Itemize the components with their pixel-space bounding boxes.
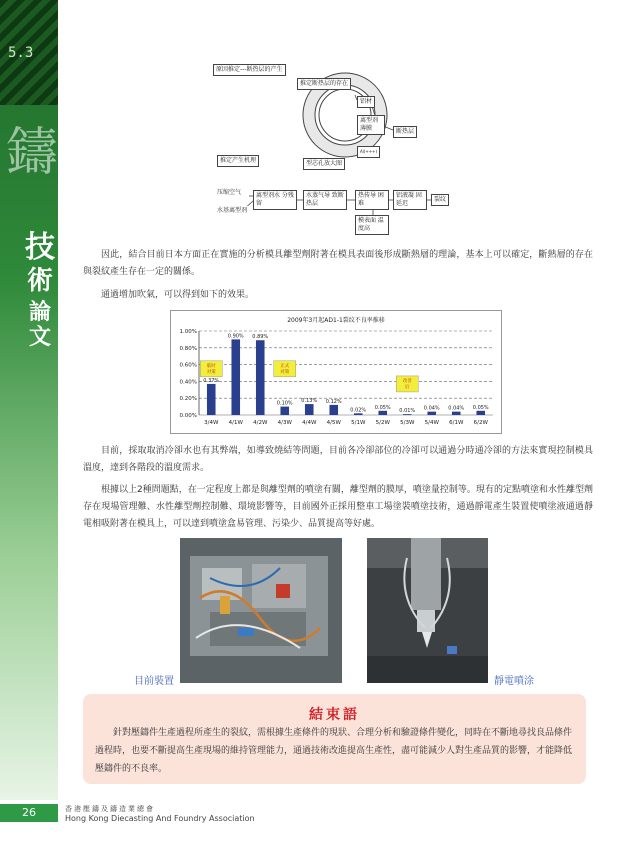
diagram-thermal-layer-box: 断热层 (393, 126, 417, 138)
x-tick-label: 4/1W (228, 420, 243, 426)
diagram-release-film-box: 离型剂 薄膜 (357, 115, 385, 135)
flow-input-air: 压缩空气 (217, 189, 242, 196)
x-tick-label: 3/4W (204, 420, 219, 426)
cause-diagram (205, 60, 470, 240)
section-title-char-3: 論 (28, 299, 51, 325)
section-title-char-1: 技 (25, 230, 55, 265)
bar-data-label: 0.04% (423, 405, 440, 412)
sidebar-band (0, 0, 58, 800)
diagram-aluminum-box: 铝材 (357, 96, 375, 108)
chart-annotation-text: 临时 (206, 363, 216, 369)
bar-data-label: 0.05% (374, 404, 391, 411)
bar-data-label: 0.13% (301, 398, 318, 405)
x-tick-label: 6/2W (473, 420, 488, 426)
bar-data-label: 0.89% (252, 334, 269, 341)
chart-bar (231, 339, 240, 415)
conclusion-box (83, 694, 586, 784)
flow-step-2: 水蒸气导 致断热层 (303, 190, 347, 210)
x-tick-label: 5/2W (375, 420, 390, 426)
diagram-existence-box: 推定断热层的存在 (297, 78, 351, 90)
defect-rate-chart (170, 310, 502, 434)
y-tick-label: 0.00% (179, 413, 197, 419)
x-tick-label: 5/4W (424, 420, 439, 426)
chart-annotation-text: 正式 (280, 363, 290, 369)
section-title-char-2: 術 (26, 266, 53, 296)
x-tick-label: 4/2W (253, 420, 268, 426)
y-tick-label: 1.00% (179, 329, 197, 335)
bar-data-label: 0.01% (399, 408, 416, 415)
chart-bar (329, 405, 338, 415)
chart-bar (403, 414, 412, 415)
chart-annotation-text: 对策 (206, 369, 216, 375)
x-tick-label: 5/3W (400, 420, 415, 426)
chart-bar (305, 404, 314, 415)
sidebar-photo (0, 0, 58, 105)
chart-annotation-text: 对策 (280, 369, 290, 375)
diagram-note-box: Al(+++) (357, 146, 380, 158)
bar-data-label: 0.90% (227, 333, 244, 340)
conclusion-title: 結束語 (309, 707, 360, 723)
bar-data-label: 0.04% (448, 405, 465, 412)
chart-bar (280, 407, 289, 415)
chart-bar (256, 340, 265, 415)
y-tick-label: 0.20% (179, 396, 197, 403)
flow-surface-temp: 模表面 温度高 (355, 215, 389, 235)
paragraph-3: 目前，採取取消冷卻水也有其弊端，如導致燒結等問題，目前各冷卻部位的冷卻可以通過分時通冷卻的方法來實現控制模具溫度，達到各階段的溫度需求。 (83, 446, 593, 473)
y-tick-label: 0.60% (179, 362, 197, 369)
electrostatic-spray-photo (367, 538, 488, 683)
chart-bar (476, 411, 485, 415)
chart-annotation-text: 后 (405, 384, 410, 390)
chart-bar (354, 413, 363, 415)
chart-bar (378, 411, 387, 415)
association-name-en: Hong Kong Diecasting And Foundry Association (65, 814, 255, 823)
flow-step-1: 离型剂水 分残留 (253, 190, 297, 210)
y-tick-label: 0.40% (179, 379, 197, 386)
x-tick-label: 5/1W (351, 420, 366, 426)
right-photo-caption: 靜電噴涂 (494, 676, 534, 687)
paragraph-2: 通過增加吹氣，可以得到如下的效果。 (101, 290, 255, 300)
flow-step-4: 铝液凝 固延迟 (393, 190, 427, 210)
paragraph-1: 因此，結合目前日本方面正在實施的分析模具離型劑附著在模具表面後形成斷熱層的理論，基本上可以確定，斷熱層的存在與裂紋產生存在一定的關係。 (83, 250, 593, 277)
x-tick-label: 4/4W (302, 420, 317, 426)
current-equipment-photo (180, 538, 342, 683)
bar-data-label: 0.10% (276, 400, 293, 407)
bar-data-label: 0.37% (203, 377, 220, 384)
x-tick-label: 6/1W (449, 420, 464, 426)
x-tick-label: 4/5W (326, 420, 341, 426)
chart-bar (207, 384, 216, 415)
chart-svg (171, 311, 501, 433)
flow-input-agent: 水基离型剂 (217, 207, 248, 214)
bar-data-label: 0.02% (350, 407, 367, 414)
chart-title: 2009年3月起AD1-1裂纹不良率推移 (287, 317, 385, 324)
x-tick-label: 4/3W (277, 420, 292, 426)
flow-result: 裂纹 (431, 194, 449, 206)
section-title-char-4: 文 (28, 324, 51, 350)
conclusion-text: 針對壓鑄件生產過程所產生的裂紋，需根據生產條件的現狀、合理分析和驗證條件變化，同時在不斷地尋找良品條件過程時，也要不斷提高生產現場的維持管理能力，通過技術改進提高生產性，盡可能減少人對生產品質的影響，才能降低壓鑄件的不良率。 (95, 728, 573, 774)
diagram-title-box: 原因推定---断热层的产生 (213, 64, 286, 76)
y-tick-label: 0.80% (179, 345, 197, 352)
chart-annotation-text: 改善 (402, 378, 412, 384)
left-photo-caption: 目前裝置 (134, 676, 174, 687)
sidebar-photo-label: 5.3 (8, 45, 34, 61)
association-name-zh: 香港壓鑄及鑄造業總會 (65, 805, 155, 813)
page-number: 26 (22, 806, 36, 819)
paragraph-4: 根據以上2種問題點，在一定程度上都是與離型劑的噴塗有關，離型劑的膜厚，噴塗量控制等。現有的定點噴塗和水性離型劑存在現場管理難、水性離型劑控制難、環境影響等，目前國外正採用整車工場塗裝噴塗技術，通過靜電產生裝置使噴塗液通過靜電相吸附著在模具上，可以達到噴塗盒易管理、污染少、品質提高等好處。 (83, 485, 593, 529)
diagram-mechanism-box: 推定产生机理 (217, 155, 259, 167)
chart-bar (452, 412, 461, 415)
sidebar-watermark: 鑄 (6, 123, 59, 183)
bar-data-label: 0.05% (472, 404, 489, 411)
chart-bar (427, 412, 436, 415)
diagram-core-hole-box: 型芯孔放大图 (303, 158, 345, 170)
flow-step-3: 热传导 困难 (355, 190, 389, 210)
bar-data-label: 0.12% (325, 398, 342, 405)
